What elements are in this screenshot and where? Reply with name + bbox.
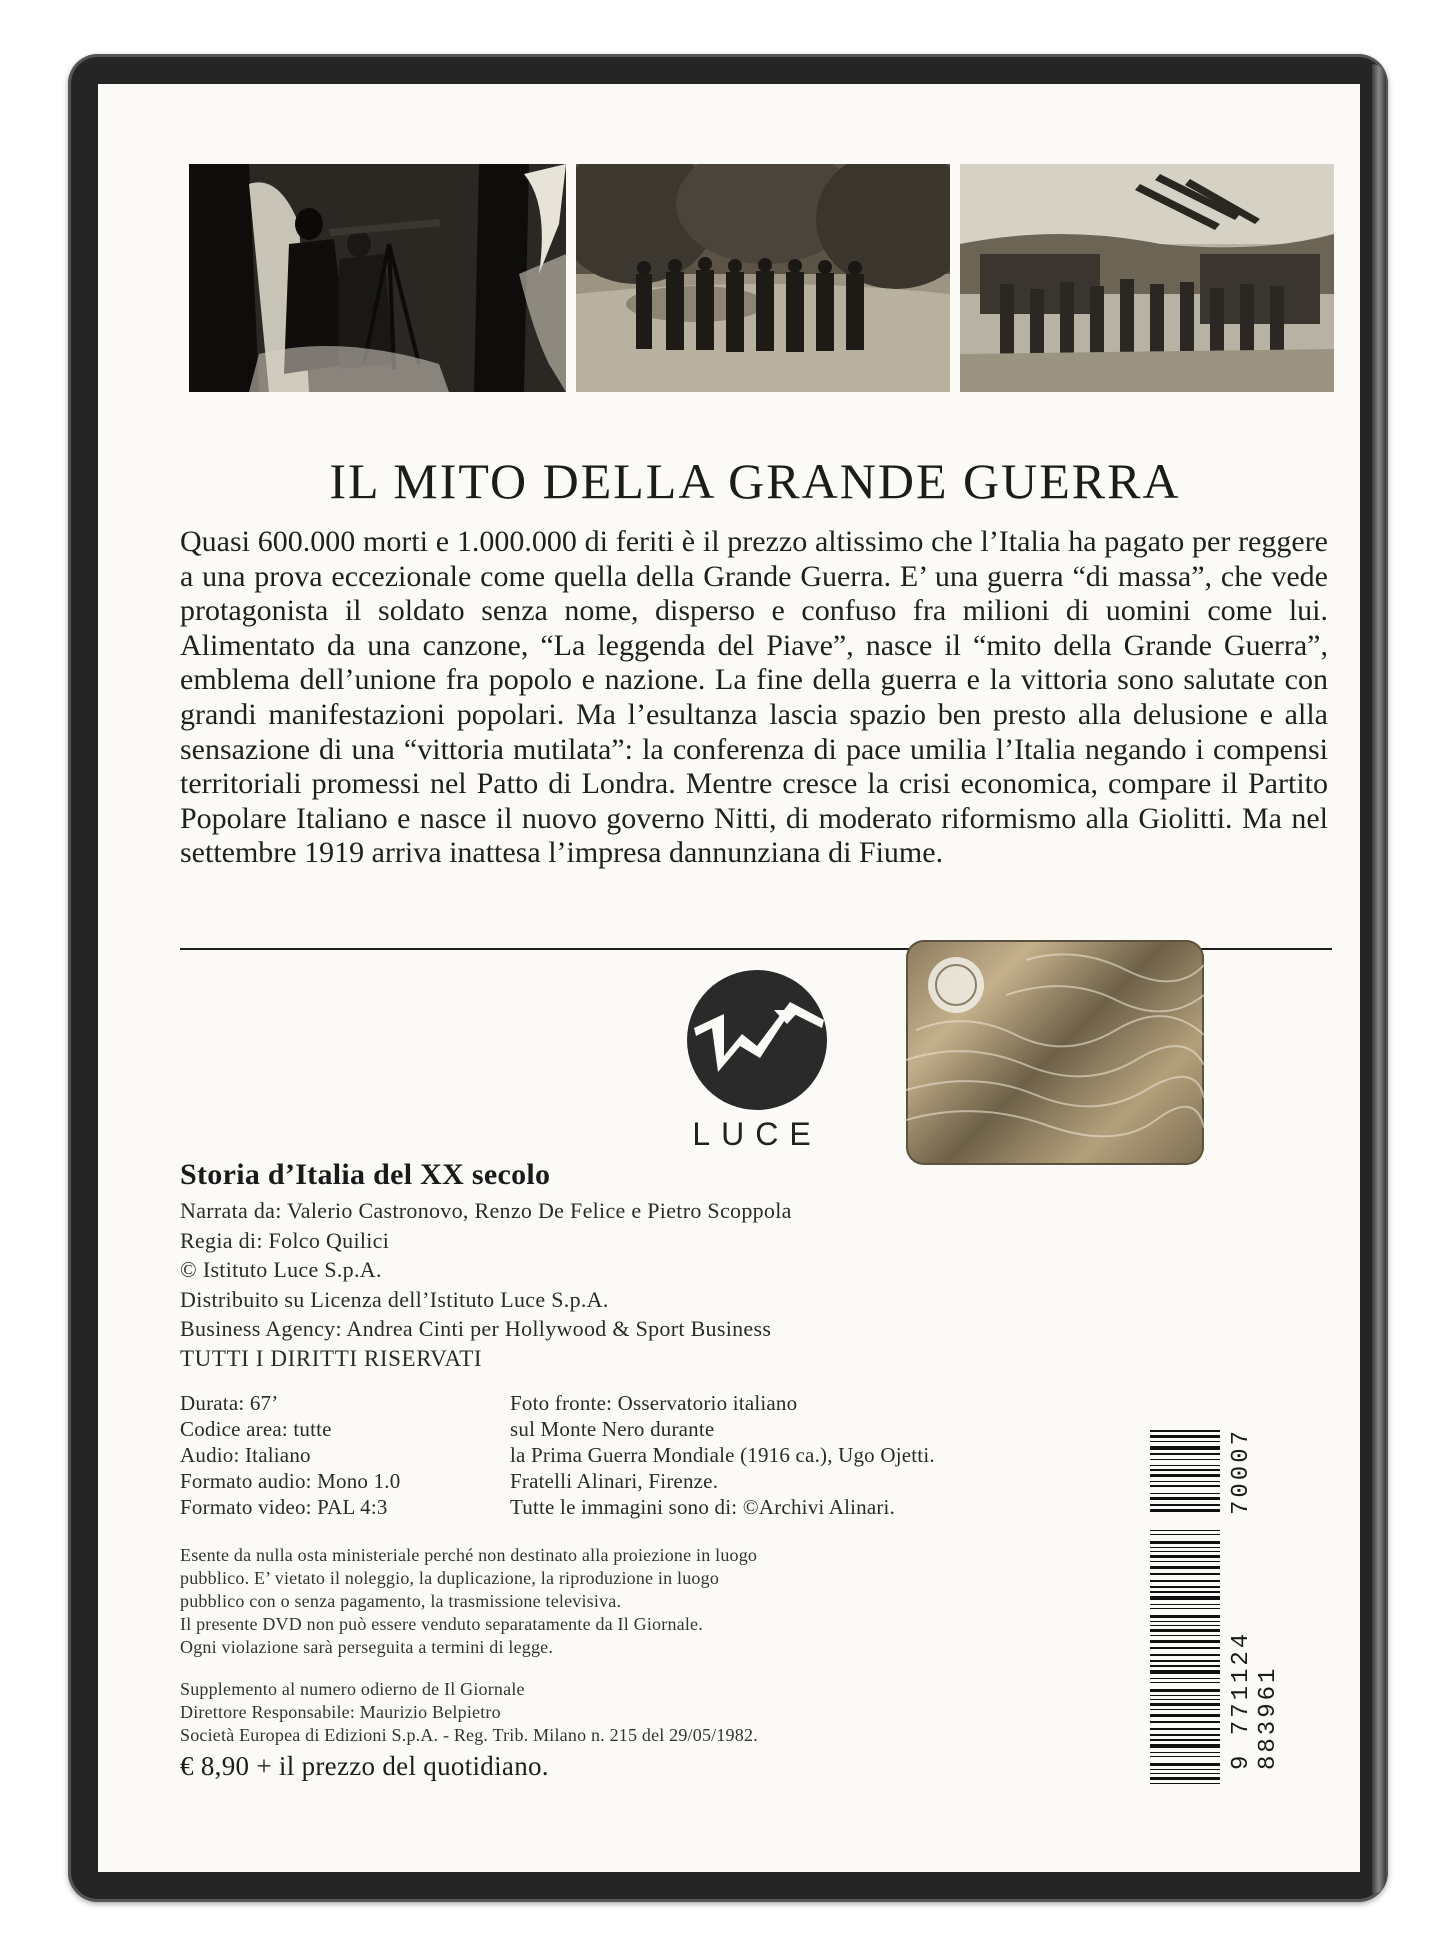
barcode-bar bbox=[1150, 1551, 1220, 1552]
barcode-bar bbox=[1150, 1566, 1220, 1569]
credit-rights: TUTTI I DIRITTI RISERVATI bbox=[180, 1345, 483, 1371]
supplement-line: Società Europea di Edizioni S.p.A. - Reg. Trib. Milano n. 215 del 29/05/1982. bbox=[180, 1725, 758, 1745]
barcode-bar bbox=[1150, 1459, 1220, 1460]
barcode-addon-digits: 70007 bbox=[1228, 1427, 1255, 1515]
barcode-bar bbox=[1150, 1586, 1220, 1588]
barcode-bar bbox=[1150, 1647, 1220, 1649]
legal-line: pubblico con o senza pagamento, la trasmissione televisiva. bbox=[180, 1591, 622, 1611]
price: € 8,90 + il prezzo del quotidiano. bbox=[180, 1751, 549, 1781]
barcode-bar bbox=[1150, 1604, 1220, 1605]
credit-agency: Business Agency: Andrea Cinti per Hollywood & Sport Business bbox=[180, 1316, 772, 1341]
legal-line: Esente da nulla osta ministeriale perché non destinato alla proiezione in luogo bbox=[180, 1545, 758, 1565]
photo-credit-line: Foto fronte: Osservatorio italiano bbox=[510, 1391, 798, 1415]
photo-credit-line: sul Monte Nero durante bbox=[510, 1417, 715, 1441]
spec-duration: Durata: 67’ bbox=[180, 1391, 279, 1415]
barcode-bar bbox=[1150, 1435, 1220, 1438]
photo-artillery bbox=[960, 164, 1334, 392]
barcode-number: 9 771124 883961 bbox=[1228, 1630, 1282, 1770]
barcode-bar bbox=[1150, 1699, 1220, 1700]
barcode-bar bbox=[1150, 1625, 1220, 1626]
photo-officers bbox=[576, 164, 950, 392]
barcode-bar bbox=[1150, 1670, 1220, 1674]
barcode-bar bbox=[1150, 1665, 1220, 1667]
barcode-bar bbox=[1150, 1430, 1220, 1432]
legal-line: pubblico. E’ vietato il noleggio, la duplicazione, la riproduzione in luogo bbox=[180, 1568, 720, 1588]
barcode-bar bbox=[1150, 1728, 1220, 1730]
photo-credit-line: la Prima Guerra Mondiale (1916 ca.), Ugo Ojetti. bbox=[510, 1443, 935, 1467]
barcode-bar bbox=[1150, 1504, 1220, 1506]
barcode-bar bbox=[1150, 1660, 1220, 1662]
barcode-bar bbox=[1150, 1769, 1220, 1770]
barcode-bar bbox=[1150, 1773, 1220, 1774]
supplement-notice bbox=[180, 1678, 1060, 1783]
barcode-bar bbox=[1150, 1721, 1220, 1723]
credit-director: Regia di: Folco Quilici bbox=[180, 1227, 390, 1253]
barcode-bar bbox=[1150, 1534, 1220, 1535]
barcode-bar bbox=[1150, 1474, 1220, 1477]
barcode-bar bbox=[1150, 1678, 1220, 1679]
barcode-bar bbox=[1150, 1752, 1220, 1753]
barcode-bar bbox=[1150, 1596, 1220, 1600]
barcode-bar bbox=[1150, 1591, 1220, 1593]
spec-audio: Audio: Italiano bbox=[180, 1443, 311, 1467]
barcode-bar bbox=[1150, 1756, 1220, 1757]
barcode-bar bbox=[1150, 1689, 1220, 1692]
barcode-bar bbox=[1150, 1739, 1220, 1741]
spec-region: Codice area: tutte bbox=[180, 1417, 332, 1441]
credits-block bbox=[180, 1158, 980, 1373]
barcode-bar bbox=[1150, 1615, 1220, 1618]
barcode-bar bbox=[1150, 1541, 1220, 1544]
dvd-case-edge bbox=[1372, 64, 1386, 1894]
cover-description: Quasi 600.000 morti e 1.000.000 di feriti è il prezzo altissimo che l’Italia ha pagato per reggere a una prova eccezionale come quella della Grande Guerra. E’ una guerra “di massa”, che vede protagonista il soldato senza nome, disperso e confuso fra milioni di uomini come lui. Alimentato da una canzone, “La leggenda del Piave”, nasce il “mito della Grande Guerra”, emblema dell’unione fra popolo e nazione. La fine della guerra e la vittoria sono salutate con grandi manifestazioni popolari. Ma l’esultanza lascia spazio ben presto alla delusione e alla sensazione di una “vittoria mutilata”: la conferenza di pace umilia l’Italia negando i compensi territoriali promessi nel Patto di Londra. Mentre cresce la crisi economica, compare il Partito Popolare Italiano e nasce il nuovo governo Nitti, di moderato riformismo alla Giolitti. Ma nel settembre 1919 arriva inattesa l’impresa dannunziana di Fiume. bbox=[180, 525, 1328, 870]
barcode-bar bbox=[1150, 1465, 1220, 1466]
barcode-bar bbox=[1150, 1481, 1220, 1482]
barcode-bar bbox=[1150, 1530, 1220, 1531]
barcode-bar bbox=[1150, 1763, 1220, 1766]
photo-credit-line: Tutte le immagini sono di: ©Archivi Alinari. bbox=[510, 1495, 896, 1519]
barcode-bar bbox=[1150, 1734, 1220, 1736]
barcode-bar bbox=[1150, 1703, 1220, 1706]
barcode-bar bbox=[1150, 1580, 1220, 1582]
luce-logo-text: LUCE bbox=[692, 1116, 822, 1152]
barcode-bar bbox=[1150, 1635, 1220, 1636]
barcode-bar bbox=[1150, 1485, 1220, 1487]
cover-title: IL MITO DELLA GRANDE GUERRA bbox=[329, 453, 1181, 509]
spec-audio-format: Formato audio: Mono 1.0 bbox=[180, 1469, 401, 1493]
barcode-bar bbox=[1150, 1441, 1220, 1442]
barcode-bar bbox=[1150, 1497, 1220, 1500]
supplement-line: Supplemento al numero odierno de Il Giornale bbox=[180, 1679, 525, 1699]
barcode-bar bbox=[1150, 1744, 1220, 1748]
barcode-bar bbox=[1150, 1509, 1220, 1512]
barcode-bar bbox=[1150, 1629, 1220, 1632]
hologram-sticker bbox=[906, 940, 1204, 1165]
barcode-bar bbox=[1150, 1561, 1220, 1562]
tech-specs bbox=[180, 1390, 500, 1520]
credit-copyright: © Istituto Luce S.p.A. bbox=[180, 1257, 382, 1282]
barcode-bar bbox=[1150, 1640, 1220, 1643]
barcode-bar bbox=[1150, 1547, 1220, 1548]
credit-distribution: Distribuito su Licenza dell’Istituto Luce S.p.A. bbox=[180, 1286, 609, 1312]
barcode-bar bbox=[1150, 1709, 1220, 1710]
photo-credit-line: Fratelli Alinari, Firenze. bbox=[510, 1469, 719, 1493]
legal-line: Ogni violazione sarà perseguita a termini di legge. bbox=[180, 1637, 554, 1657]
supplement-line: Direttore Responsabile: Maurizio Belpietro bbox=[180, 1702, 501, 1722]
photo-credits bbox=[510, 1390, 1070, 1520]
barcode-bar bbox=[1150, 1608, 1220, 1609]
barcode-bar bbox=[1150, 1783, 1220, 1784]
barcode-bar bbox=[1150, 1777, 1220, 1780]
barcode-bar bbox=[1150, 1555, 1220, 1558]
barcode-bar bbox=[1150, 1573, 1220, 1575]
barcode-bar bbox=[1150, 1453, 1220, 1455]
luce-logo bbox=[682, 968, 832, 1168]
barcode-bar bbox=[1150, 1469, 1220, 1471]
barcode-bar bbox=[1150, 1621, 1220, 1622]
barcode-bar bbox=[1150, 1682, 1220, 1683]
photo-observatory bbox=[189, 164, 566, 392]
barcode-bar bbox=[1150, 1654, 1220, 1656]
barcode-bar bbox=[1150, 1493, 1220, 1494]
credit-narrators: Narrata da: Valerio Castronovo, Renzo De Felice e Pietro Scoppola bbox=[180, 1198, 792, 1223]
series-title: Storia d’Italia del XX secolo bbox=[180, 1158, 551, 1191]
barcode-bar bbox=[1150, 1714, 1220, 1717]
barcode-bar bbox=[1150, 1446, 1220, 1450]
spec-video-format: Formato video: PAL 4:3 bbox=[180, 1495, 388, 1519]
barcode-bar bbox=[1150, 1695, 1220, 1696]
legal-notice bbox=[180, 1544, 1000, 1659]
legal-line: Il presente DVD non può essere venduto separatamente da Il Giornale. bbox=[180, 1614, 703, 1634]
